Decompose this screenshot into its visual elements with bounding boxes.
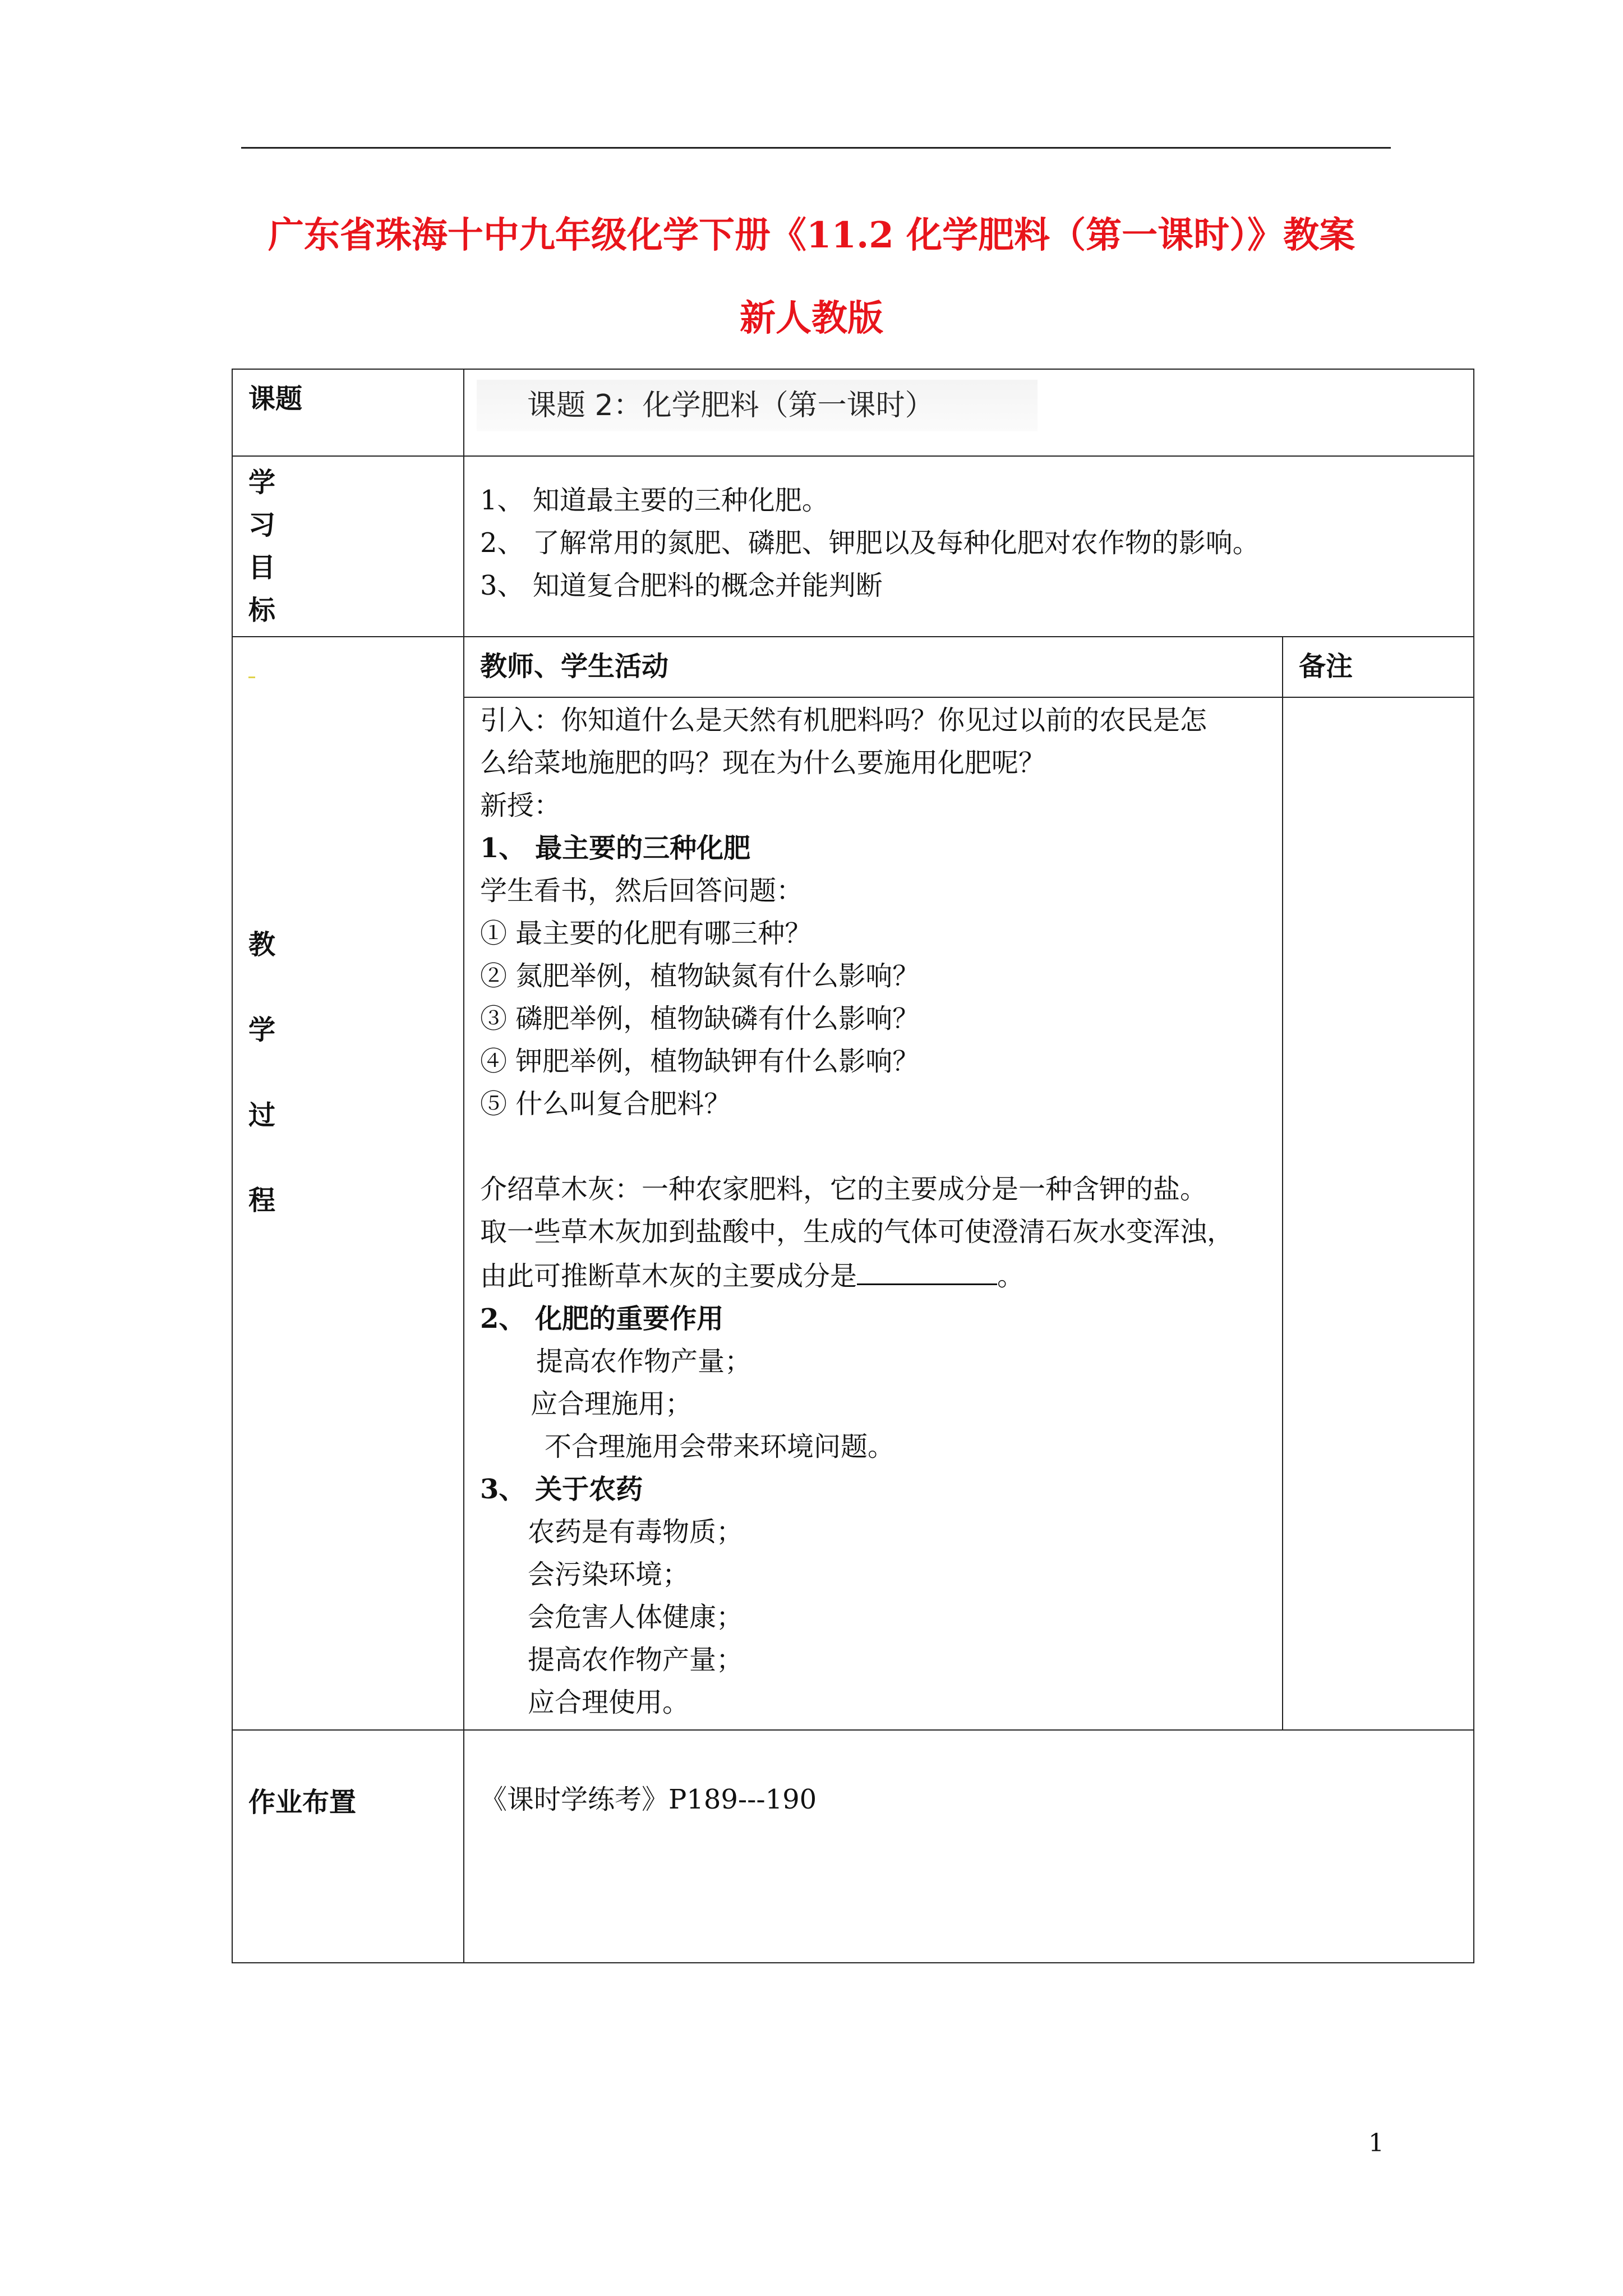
topic-cell	[464, 369, 1474, 456]
page-number: 1	[1368, 2129, 1384, 2157]
lesson-plan-table	[232, 369, 1474, 1963]
document-title: 广东省珠海十中九年级化学下册《11.2 化学肥料（第一课时）》教案	[268, 214, 1355, 256]
topic-label: 课题	[232, 369, 464, 456]
ash-line-text: 由此可推断草木灰的主要成分是	[480, 1260, 857, 1292]
new-lesson-label: 新授：	[480, 790, 561, 821]
section-heading: 3、 关于农药	[480, 1474, 643, 1505]
question-item: ⑤ 什么叫复合肥料？	[480, 1088, 731, 1120]
notes-header: 备注	[1283, 637, 1474, 697]
intro-line: 么给菜地施肥的吗？现在为什么要施用化肥呢？	[480, 747, 1046, 779]
notes-cell	[1283, 697, 1474, 1730]
pesticide-item: 应合理使用。	[528, 1687, 690, 1718]
homework-value: 《课时学练考》P189---190	[480, 1784, 817, 1815]
effect-item: 不合理施用会带来环境问题。	[545, 1431, 895, 1462]
question-item: ① 最主要的化肥有哪三种？	[480, 918, 812, 949]
intro-line: 引入：你知道什么是天然有机肥料吗？你见过以前的农民是怎	[480, 705, 1207, 736]
ash-line: 介绍草木灰：一种农家肥料，它的主要成分是一种含钾的盐。	[480, 1174, 1207, 1205]
header-rule	[241, 147, 1391, 149]
ash-line-fill	[480, 1253, 1266, 1297]
goals-row	[232, 456, 1474, 637]
answer-blank[interactable]	[857, 1253, 997, 1285]
activity-header: 教师、学生活动	[464, 637, 1283, 697]
document-subtitle: 新人教版	[740, 297, 883, 339]
process-label-char: 程	[248, 1185, 276, 1216]
process-label-char: 学	[248, 1014, 276, 1046]
goal-item: 2、 了解常用的氮肥、磷肥、钾肥以及每种化肥对农作物的影响。	[480, 527, 1260, 559]
process-label-char: 过	[248, 1099, 276, 1131]
question-item: ③ 磷肥举例，植物缺磷有什么影响？	[480, 1003, 920, 1034]
ash-line: 取一些草木灰加到盐酸中，生成的气体可使澄清石灰水变浑浊，	[480, 1216, 1234, 1248]
question-item: ② 氮肥举例，植物缺氮有什么影响？	[480, 960, 920, 992]
goals-label	[232, 456, 464, 637]
homework-cell	[464, 1730, 1474, 1963]
topic-row	[232, 369, 1474, 456]
ash-line-end: 。	[997, 1260, 1025, 1292]
pesticide-item: 会污染环境；	[528, 1559, 690, 1590]
process-label-char: 教	[248, 929, 276, 960]
effect-item: 提高农作物产量；	[536, 1346, 752, 1377]
instruction-line: 学生看书，然后回答问题：	[480, 875, 804, 907]
pesticide-item: 提高农作物产量；	[528, 1644, 744, 1676]
goals-label-char: 标	[248, 595, 276, 626]
section-heading: 1、 最主要的三种化肥	[480, 832, 751, 864]
question-item: ④ 钾肥举例，植物缺钾有什么影响？	[480, 1046, 920, 1077]
goals-list	[464, 456, 1474, 637]
goals-label-char: 学	[248, 467, 276, 498]
topic-value: 课题 2：化学肥料（第一课时）	[477, 380, 1038, 431]
pesticide-item: 会危害人体健康；	[528, 1602, 744, 1633]
homework-row	[232, 1730, 1474, 1963]
goal-item: 1、 知道最主要的三种化肥。	[480, 485, 829, 516]
activity-header-row	[232, 637, 1474, 697]
goal-item: 3、 知道复合肥料的概念并能判断	[480, 570, 883, 601]
process-content	[464, 697, 1283, 1730]
effect-item: 应合理施用；	[531, 1388, 693, 1420]
pesticide-item: 农药是有毒物质；	[528, 1516, 744, 1548]
spacer	[480, 1125, 1266, 1168]
section-heading: 2、 化肥的重要作用	[480, 1303, 724, 1335]
goals-label-char: 目	[248, 552, 276, 583]
goals-label-char: 习	[248, 509, 276, 541]
homework-label: 作业布置	[232, 1730, 464, 1963]
process-label	[232, 637, 464, 1730]
